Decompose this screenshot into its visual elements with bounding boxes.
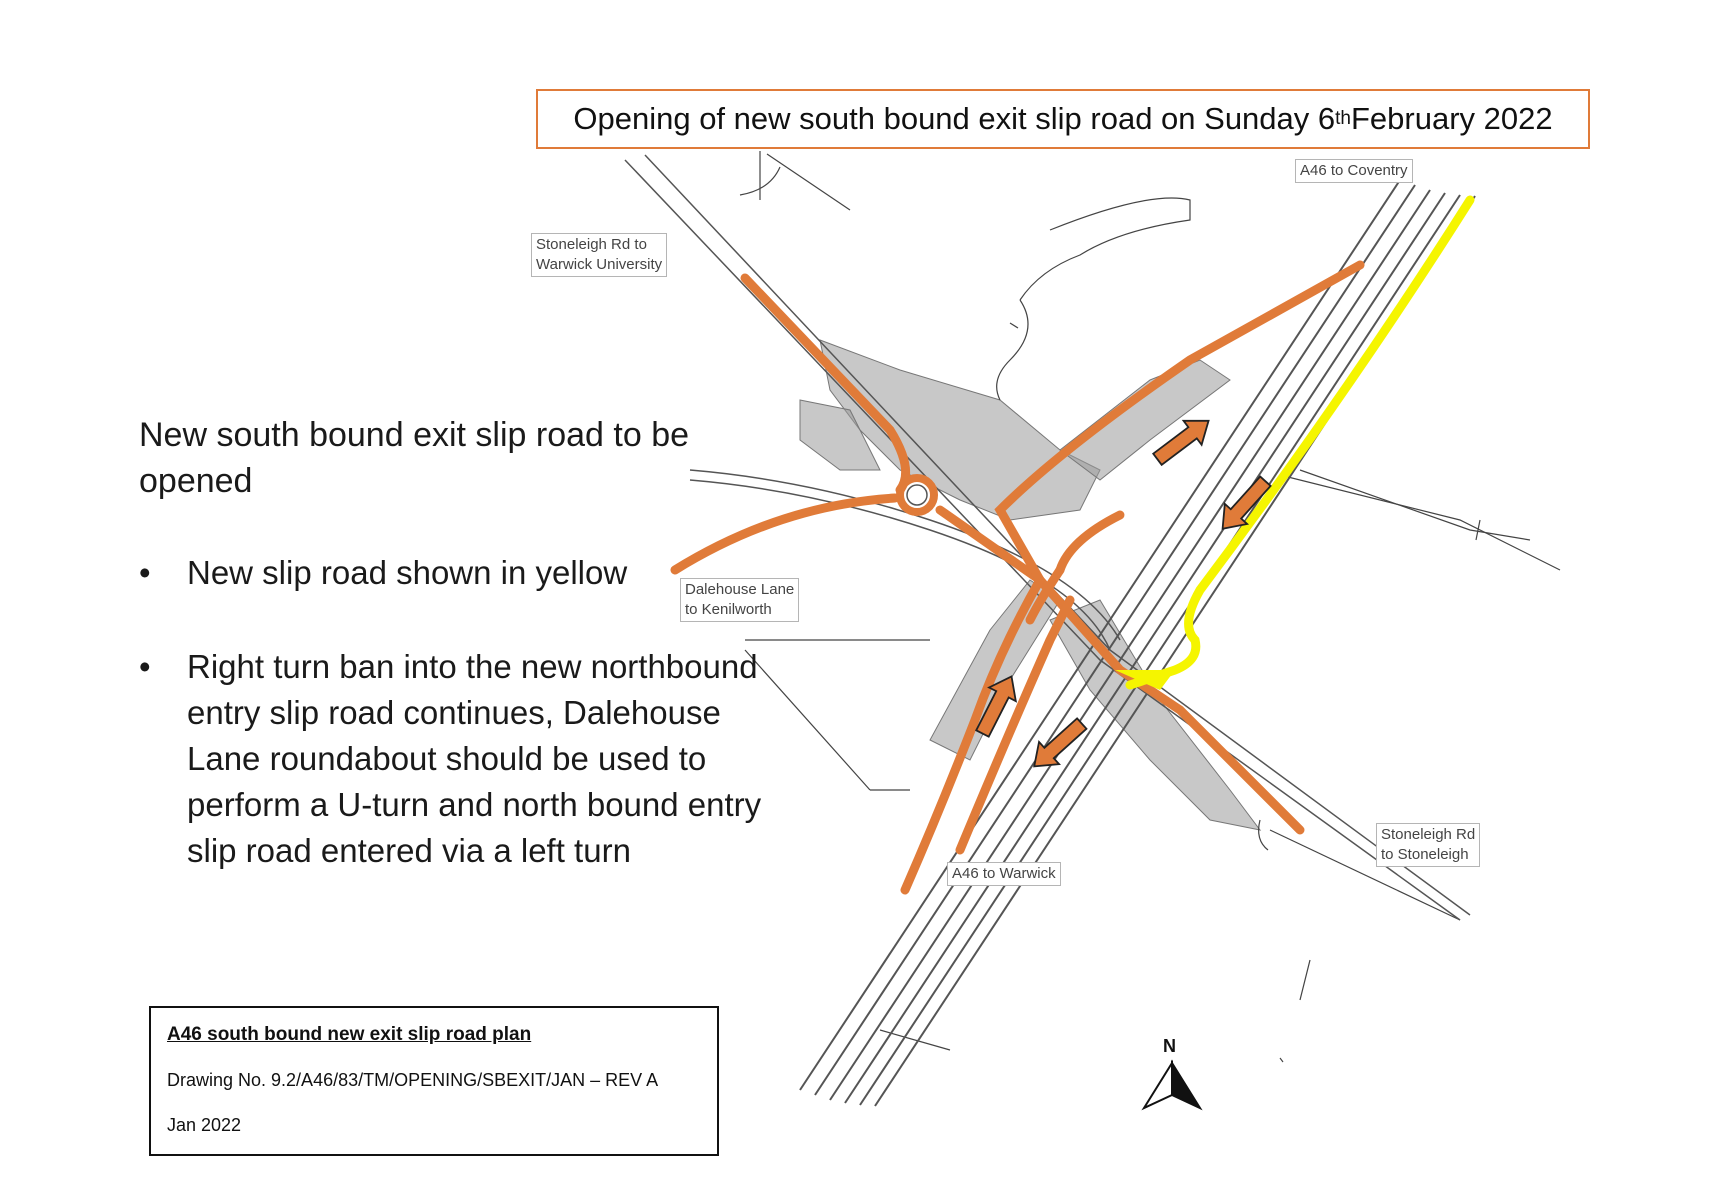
title-superscript: th	[1335, 108, 1351, 129]
drawing-number: Drawing No. 9.2/A46/83/TM/OPENING/SBEXIT/JAN – REV A	[167, 1070, 659, 1090]
label-warwick-university-line1: Stoneleigh Rd to	[536, 236, 647, 253]
label-stoneleigh	[1376, 823, 1480, 867]
a46-carriageway	[800, 180, 1475, 1106]
label-warwick-university-line2: Warwick University	[536, 256, 663, 273]
north-arrow-icon	[1144, 1063, 1200, 1108]
label-dalehouse-line2: to Kenilworth	[685, 601, 772, 618]
drawing-info-box	[149, 1006, 719, 1156]
drawing-date: Jan 2022	[167, 1115, 242, 1135]
label-a46-coventry	[1295, 159, 1413, 183]
dalehouse-roundabout	[900, 478, 934, 512]
info-title: A46 south bound new exit slip road plan	[167, 1024, 532, 1045]
bullet-item: • Right turn ban into the new northbound entry slip road continues, Dalehouse Lane roundabout should be used to perform a U-turn and north bound entry slip road entered via a left turn	[139, 644, 779, 874]
label-a46-warwick	[947, 862, 1061, 886]
label-warwick-text: A46 to Warwick	[952, 865, 1056, 882]
bullet-item: • New slip road shown in yellow	[139, 550, 779, 596]
label-dalehouse-line1: Dalehouse Lane	[685, 581, 795, 598]
title-text: Opening of new south bound exit slip road on Sunday 6	[573, 101, 1336, 136]
label-stoneleigh-line2: to Stoneleigh	[1381, 846, 1469, 863]
description-bullets	[139, 550, 779, 922]
label-warwick-university	[531, 233, 667, 277]
title-suffix: February 2022	[1351, 101, 1553, 136]
description-heading: New south bound exit slip road to be opened	[139, 416, 690, 500]
north-label: N	[1163, 1036, 1176, 1056]
title-box	[536, 89, 1590, 149]
label-coventry-text: A46 to Coventry	[1300, 162, 1408, 179]
label-stoneleigh-line1: Stoneleigh Rd	[1381, 826, 1476, 843]
background-linework	[740, 151, 1560, 1062]
